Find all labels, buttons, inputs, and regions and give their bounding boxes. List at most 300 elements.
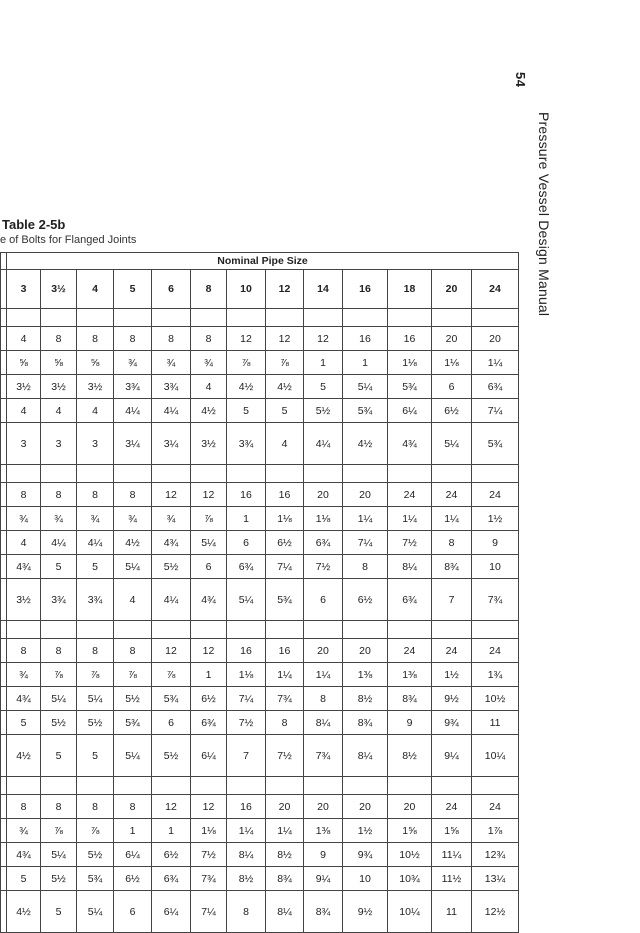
value-cell: 5½ <box>114 687 152 711</box>
value-cell: 7½ <box>227 711 266 735</box>
group-header-row <box>1 253 519 270</box>
pipe-size-header: 6 <box>152 270 191 309</box>
value-cell: 5¾ <box>77 867 114 891</box>
spacer-cell <box>191 309 227 327</box>
value-cell: ¾ <box>7 663 41 687</box>
spacer-cell <box>41 777 77 795</box>
table-row <box>1 483 519 507</box>
value-cell: 8 <box>7 795 41 819</box>
value-cell: 9¼ <box>432 735 472 777</box>
value-cell: 5½ <box>152 735 191 777</box>
value-cell: 8 <box>7 639 41 663</box>
value-cell: 1⅛ <box>191 819 227 843</box>
value-cell: 3¾ <box>41 579 77 621</box>
spacer-cell <box>343 621 388 639</box>
value-cell: 6 <box>304 579 343 621</box>
value-cell: ⅝ <box>7 351 41 375</box>
value-cell: 1¼ <box>472 351 519 375</box>
spacer-cell <box>7 621 41 639</box>
value-cell: ⅞ <box>41 819 77 843</box>
table-row <box>1 327 519 351</box>
value-cell: ⅞ <box>77 819 114 843</box>
value-cell: 6¾ <box>304 531 343 555</box>
value-cell: 7¼ <box>266 555 304 579</box>
value-cell: 5 <box>304 375 343 399</box>
value-cell: 9½ <box>343 891 388 933</box>
spacer-cell <box>304 621 343 639</box>
value-cell: 1⅛ <box>388 351 432 375</box>
value-cell: 4¼ <box>304 423 343 465</box>
value-cell: 4½ <box>191 399 227 423</box>
value-cell: 8 <box>77 795 114 819</box>
spacer-cell <box>388 621 432 639</box>
value-cell: 24 <box>472 639 519 663</box>
value-cell: 1 <box>191 663 227 687</box>
value-cell: 4 <box>7 327 41 351</box>
value-cell: 6½ <box>152 843 191 867</box>
value-cell: 5½ <box>152 555 191 579</box>
value-cell: 4¾ <box>7 687 41 711</box>
value-cell: 7¾ <box>266 687 304 711</box>
value-cell: 24 <box>472 483 519 507</box>
spacer-cell <box>227 621 266 639</box>
pipe-size-header: 16 <box>343 270 388 309</box>
spacer-cell <box>432 621 472 639</box>
value-cell: 8 <box>152 327 191 351</box>
value-cell: 10¼ <box>472 735 519 777</box>
value-cell: 4¼ <box>152 579 191 621</box>
value-cell: 4¼ <box>41 531 77 555</box>
value-cell: 3¾ <box>114 375 152 399</box>
pipe-size-header: 3½ <box>41 270 77 309</box>
value-cell: 1⅜ <box>388 663 432 687</box>
pipe-size-header: 12 <box>266 270 304 309</box>
value-cell: 20 <box>343 639 388 663</box>
value-cell: 20 <box>304 639 343 663</box>
value-cell: 6 <box>191 555 227 579</box>
block-spacer-row <box>1 465 519 483</box>
value-cell: 5¾ <box>152 687 191 711</box>
value-cell: 7½ <box>388 531 432 555</box>
value-cell: 16 <box>227 483 266 507</box>
spacer-cell <box>77 309 114 327</box>
value-cell: 4½ <box>7 891 41 933</box>
value-cell: 12 <box>152 639 191 663</box>
value-cell: 1¼ <box>432 507 472 531</box>
table-row <box>1 579 519 621</box>
spacer-cell <box>472 777 519 795</box>
value-cell: 4 <box>7 399 41 423</box>
spacer-cell <box>227 309 266 327</box>
value-cell: 7¾ <box>191 867 227 891</box>
value-cell: 8 <box>77 327 114 351</box>
table-subtitle: e of Bolts for Flanged Joints <box>0 234 137 246</box>
value-cell: 1 <box>114 819 152 843</box>
value-cell: ¾ <box>191 351 227 375</box>
value-cell: 4½ <box>227 375 266 399</box>
value-cell: 5 <box>41 891 77 933</box>
value-cell: 1⅝ <box>388 819 432 843</box>
value-cell: 3¼ <box>152 423 191 465</box>
value-cell: 7¾ <box>472 579 519 621</box>
value-cell: 8 <box>266 711 304 735</box>
value-cell: 8 <box>77 483 114 507</box>
spacer-cell <box>191 621 227 639</box>
table-row <box>1 639 519 663</box>
value-cell: 5¼ <box>41 687 77 711</box>
table-row <box>1 795 519 819</box>
value-cell: 7¼ <box>227 687 266 711</box>
spacer-cell <box>77 621 114 639</box>
value-cell: 3 <box>41 423 77 465</box>
value-cell: 5½ <box>77 843 114 867</box>
block-spacer-row <box>1 777 519 795</box>
value-cell: 3 <box>7 423 41 465</box>
value-cell: 4½ <box>266 375 304 399</box>
spacer-cell <box>77 465 114 483</box>
value-cell: 10½ <box>472 687 519 711</box>
value-cell: 1⅛ <box>304 507 343 531</box>
value-cell: 16 <box>227 795 266 819</box>
value-cell: 8 <box>114 639 152 663</box>
spacer-cell <box>41 621 77 639</box>
bolt-table-container <box>0 252 519 933</box>
spacer-cell <box>191 465 227 483</box>
value-cell: 1½ <box>472 507 519 531</box>
value-cell: 4¾ <box>7 555 41 579</box>
value-cell: 9 <box>388 711 432 735</box>
value-cell: 16 <box>266 639 304 663</box>
value-cell: 3½ <box>77 375 114 399</box>
value-cell: 20 <box>266 795 304 819</box>
value-cell: ¾ <box>41 507 77 531</box>
value-cell: 1 <box>152 819 191 843</box>
table-row <box>1 867 519 891</box>
value-cell: 5 <box>7 711 41 735</box>
value-cell: 4 <box>77 399 114 423</box>
value-cell: 4¾ <box>152 531 191 555</box>
value-cell: 6 <box>227 531 266 555</box>
spacer-cell <box>343 465 388 483</box>
value-cell: 8¾ <box>266 867 304 891</box>
pipe-size-header: 24 <box>472 270 519 309</box>
value-cell: 7½ <box>191 843 227 867</box>
value-cell: 4¼ <box>152 399 191 423</box>
value-cell: 8 <box>114 327 152 351</box>
value-cell: 8 <box>191 327 227 351</box>
spacer-cell <box>191 777 227 795</box>
value-cell: 3½ <box>191 423 227 465</box>
value-cell: 8 <box>432 531 472 555</box>
value-cell: 1⅛ <box>432 351 472 375</box>
value-cell: 1⅛ <box>266 507 304 531</box>
value-cell: 4¼ <box>114 399 152 423</box>
value-cell: 10¾ <box>388 867 432 891</box>
value-cell: 24 <box>472 795 519 819</box>
value-cell: 7¼ <box>191 891 227 933</box>
value-cell: 5¾ <box>266 579 304 621</box>
value-cell: 8 <box>343 555 388 579</box>
spacer-cell <box>114 309 152 327</box>
value-cell: ⅞ <box>227 351 266 375</box>
value-cell: 1¼ <box>266 663 304 687</box>
value-cell: 5¼ <box>114 555 152 579</box>
pipe-size-header: 20 <box>432 270 472 309</box>
spacer-cell <box>432 465 472 483</box>
value-cell: 5 <box>41 555 77 579</box>
value-cell: 5¾ <box>343 399 388 423</box>
spacer-cell <box>114 777 152 795</box>
value-cell: 5 <box>77 555 114 579</box>
value-cell: 11½ <box>432 867 472 891</box>
pipe-size-header: 5 <box>114 270 152 309</box>
table-row <box>1 819 519 843</box>
value-cell: 20 <box>304 483 343 507</box>
table-row <box>1 843 519 867</box>
value-cell: 10¼ <box>388 891 432 933</box>
value-cell: 1½ <box>432 663 472 687</box>
value-cell: 1⅜ <box>304 819 343 843</box>
value-cell: 5 <box>7 867 41 891</box>
value-cell: 24 <box>432 483 472 507</box>
value-cell: 7 <box>227 735 266 777</box>
value-cell: 6¾ <box>388 579 432 621</box>
value-cell: 9½ <box>432 687 472 711</box>
value-cell: ⅞ <box>152 663 191 687</box>
value-cell: 8 <box>41 483 77 507</box>
pipe-size-header: 3 <box>7 270 41 309</box>
value-cell: 6¼ <box>191 735 227 777</box>
value-cell: ⅞ <box>77 663 114 687</box>
value-cell: 6¼ <box>152 891 191 933</box>
value-cell: ⅞ <box>41 663 77 687</box>
value-cell: 8½ <box>227 867 266 891</box>
table-row <box>1 555 519 579</box>
page-number: 54 <box>513 72 528 88</box>
value-cell: 6¾ <box>227 555 266 579</box>
value-cell: 6½ <box>191 687 227 711</box>
spacer-cell <box>7 777 41 795</box>
value-cell: 8¼ <box>388 555 432 579</box>
table-title: Table 2-5b <box>2 217 66 232</box>
value-cell: 5 <box>41 735 77 777</box>
value-cell: 6¼ <box>114 843 152 867</box>
value-cell: 7½ <box>304 555 343 579</box>
spacer-cell <box>388 309 432 327</box>
value-cell: 8¼ <box>266 891 304 933</box>
value-cell: 12 <box>191 795 227 819</box>
value-cell: 8 <box>114 795 152 819</box>
value-cell: 5¼ <box>343 375 388 399</box>
value-cell: ¾ <box>152 507 191 531</box>
spacer-cell <box>227 777 266 795</box>
value-cell: 3¾ <box>227 423 266 465</box>
value-cell: 7½ <box>266 735 304 777</box>
value-cell: 8 <box>41 327 77 351</box>
value-cell: 10½ <box>388 843 432 867</box>
value-cell: 5½ <box>41 711 77 735</box>
value-cell: 7 <box>432 579 472 621</box>
pipe-size-header: 14 <box>304 270 343 309</box>
running-title: Pressure Vessel Design Manual <box>536 112 552 317</box>
table-body <box>1 309 519 933</box>
spacer-cell <box>152 621 191 639</box>
value-cell: 3½ <box>7 375 41 399</box>
table-row <box>1 423 519 465</box>
value-cell: 12½ <box>472 891 519 933</box>
spacer-cell <box>266 465 304 483</box>
value-cell: 24 <box>432 795 472 819</box>
value-cell: ¾ <box>7 507 41 531</box>
table-row <box>1 399 519 423</box>
value-cell: 8 <box>77 639 114 663</box>
value-cell: 5 <box>227 399 266 423</box>
spacer-cell <box>114 621 152 639</box>
block-spacer-row <box>1 309 519 327</box>
value-cell: 5½ <box>77 711 114 735</box>
table-row <box>1 711 519 735</box>
value-cell: 5¼ <box>432 423 472 465</box>
value-cell: 6¾ <box>191 711 227 735</box>
value-cell: 4 <box>41 399 77 423</box>
value-cell: 4¼ <box>77 531 114 555</box>
table-row <box>1 351 519 375</box>
spacer-cell <box>77 777 114 795</box>
value-cell: 13¼ <box>472 867 519 891</box>
value-cell: 6 <box>114 891 152 933</box>
value-cell: 6½ <box>114 867 152 891</box>
value-cell: 7¼ <box>472 399 519 423</box>
value-cell: 8 <box>304 687 343 711</box>
spacer-cell <box>152 465 191 483</box>
value-cell: 9¾ <box>343 843 388 867</box>
value-cell: 12¾ <box>472 843 519 867</box>
value-cell: ¾ <box>7 819 41 843</box>
spacer-cell <box>152 309 191 327</box>
value-cell: 24 <box>432 639 472 663</box>
value-cell: 12 <box>152 483 191 507</box>
value-cell: 4 <box>266 423 304 465</box>
value-cell: 3½ <box>41 375 77 399</box>
value-cell: 24 <box>388 483 432 507</box>
value-cell: 5½ <box>41 867 77 891</box>
value-cell: 4 <box>191 375 227 399</box>
value-cell: 12 <box>191 639 227 663</box>
value-cell: 20 <box>472 327 519 351</box>
spacer-cell <box>472 465 519 483</box>
value-cell: 8¾ <box>343 711 388 735</box>
value-cell: 6 <box>432 375 472 399</box>
value-cell: 1¼ <box>227 819 266 843</box>
value-cell: 11 <box>472 711 519 735</box>
value-cell: 1⅛ <box>227 663 266 687</box>
value-cell: 8¾ <box>304 891 343 933</box>
value-cell: 6¾ <box>152 867 191 891</box>
value-cell: 5¼ <box>114 735 152 777</box>
value-cell: 8½ <box>388 735 432 777</box>
value-cell: 9¾ <box>432 711 472 735</box>
value-cell: 1⅝ <box>432 819 472 843</box>
spacer-cell <box>7 309 41 327</box>
value-cell: 5¾ <box>472 423 519 465</box>
nominal-pipe-size-header: Nominal Pipe Size <box>7 253 519 270</box>
value-cell: 8¼ <box>304 711 343 735</box>
spacer-cell <box>388 465 432 483</box>
spacer-cell <box>7 465 41 483</box>
pipe-size-header: 10 <box>227 270 266 309</box>
pipe-size-header: 18 <box>388 270 432 309</box>
table-row <box>1 375 519 399</box>
value-cell: 4 <box>114 579 152 621</box>
value-cell: 7¾ <box>304 735 343 777</box>
value-cell: 1 <box>227 507 266 531</box>
value-cell: 8 <box>41 639 77 663</box>
value-cell: 10 <box>343 867 388 891</box>
table-row <box>1 507 519 531</box>
value-cell: 5¼ <box>227 579 266 621</box>
value-cell: 5¾ <box>388 375 432 399</box>
value-cell: 1⅞ <box>472 819 519 843</box>
value-cell: 5½ <box>304 399 343 423</box>
value-cell: 1¼ <box>388 507 432 531</box>
block-spacer-row <box>1 621 519 639</box>
spacer-cell <box>41 309 77 327</box>
value-cell: 5¼ <box>77 687 114 711</box>
value-cell: ¾ <box>152 351 191 375</box>
value-cell: 10 <box>472 555 519 579</box>
value-cell: 5 <box>77 735 114 777</box>
table-row <box>1 663 519 687</box>
value-cell: 3¾ <box>152 375 191 399</box>
value-cell: 1 <box>343 351 388 375</box>
spacer-cell <box>41 465 77 483</box>
value-cell: 6¼ <box>388 399 432 423</box>
value-cell: 8 <box>7 483 41 507</box>
value-cell: 4½ <box>114 531 152 555</box>
value-cell: 4½ <box>7 735 41 777</box>
spacer-cell <box>343 777 388 795</box>
value-cell: 8 <box>41 795 77 819</box>
spacer-cell <box>388 777 432 795</box>
value-cell: ⅞ <box>191 507 227 531</box>
table-row <box>1 735 519 777</box>
spacer-cell <box>114 465 152 483</box>
value-cell: 16 <box>227 639 266 663</box>
value-cell: 3¾ <box>77 579 114 621</box>
value-cell: 11¼ <box>432 843 472 867</box>
value-cell: ⅝ <box>41 351 77 375</box>
value-cell: 1½ <box>343 819 388 843</box>
value-cell: 9¼ <box>304 867 343 891</box>
value-cell: 9 <box>472 531 519 555</box>
value-cell: 16 <box>388 327 432 351</box>
value-cell: 7¼ <box>343 531 388 555</box>
value-cell: 8½ <box>343 687 388 711</box>
value-cell: 8 <box>114 483 152 507</box>
value-cell: 8½ <box>266 843 304 867</box>
value-cell: 3½ <box>7 579 41 621</box>
spacer-cell <box>304 309 343 327</box>
size-header-row <box>1 270 519 309</box>
value-cell: 1 <box>304 351 343 375</box>
value-cell: 20 <box>388 795 432 819</box>
value-cell: ⅞ <box>266 351 304 375</box>
value-cell: 20 <box>432 327 472 351</box>
pipe-size-header: 4 <box>77 270 114 309</box>
value-cell: 4½ <box>343 423 388 465</box>
spacer-cell <box>472 621 519 639</box>
value-cell: 12 <box>152 795 191 819</box>
